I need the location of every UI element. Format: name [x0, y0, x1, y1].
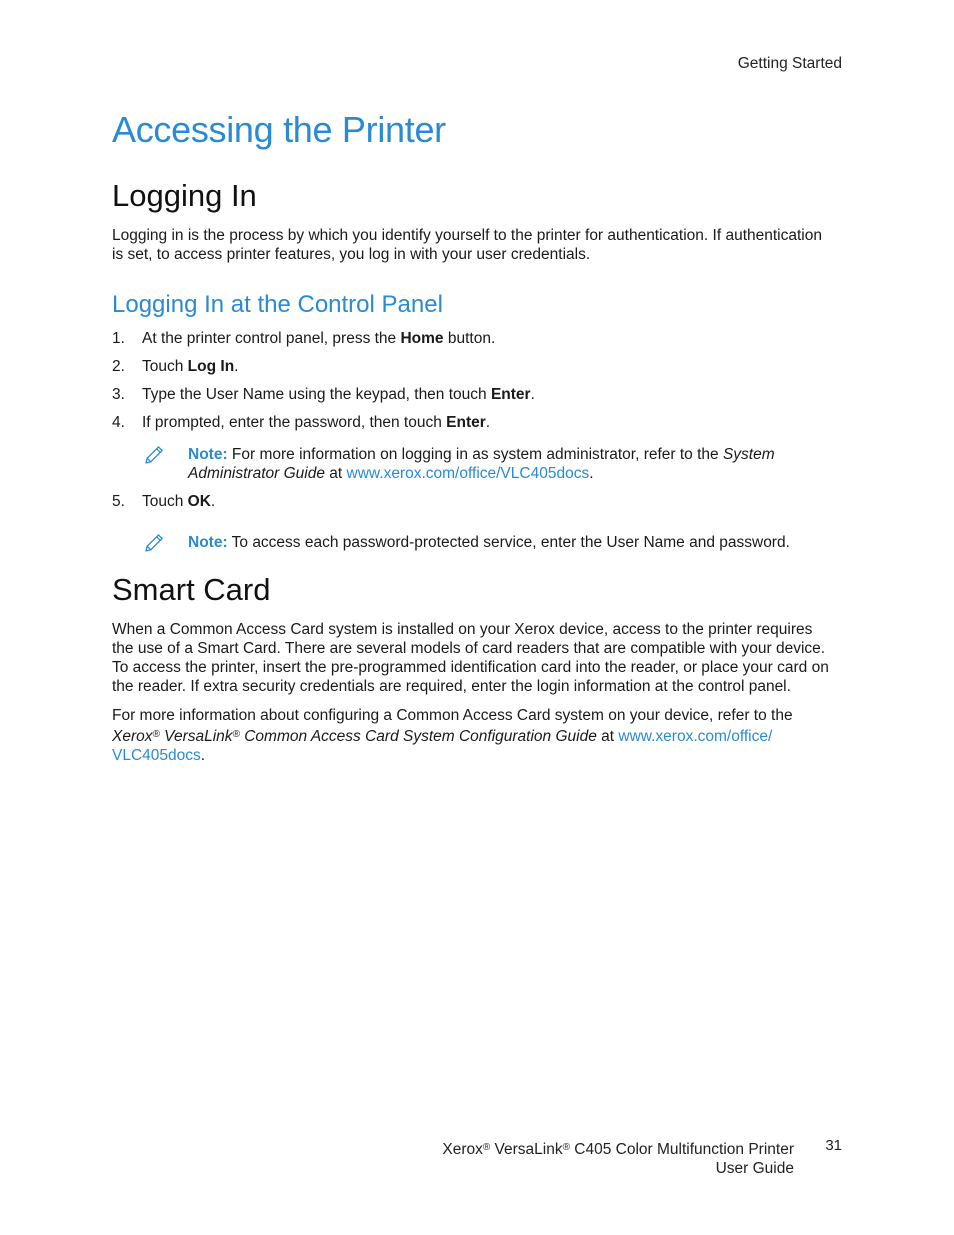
step-bold-term: Home	[400, 330, 444, 347]
note-guide-title: System Administrator Guide	[188, 446, 775, 482]
link-part: VLC405docs	[112, 747, 201, 764]
guide-title-part: Common Access Card System Configuration Guide	[239, 728, 597, 745]
login-steps-list	[112, 329, 832, 432]
step-text: .	[234, 358, 239, 375]
list-item	[112, 413, 832, 432]
step-bold-term: Enter	[490, 386, 531, 403]
registered-mark: ®	[152, 729, 160, 740]
footer-line-1	[442, 1138, 794, 1159]
step-number: 3.	[112, 386, 125, 403]
step-number: 5.	[112, 493, 125, 510]
step-text: Touch	[142, 358, 188, 375]
paragraph-text: at	[596, 728, 619, 745]
paragraph-text: For more information about configuring a Common Access Card system on your device, refer to the	[112, 707, 793, 724]
registered-mark: ®	[232, 729, 240, 740]
step-text: .	[485, 414, 491, 431]
page-content	[112, 106, 832, 765]
pencil-icon	[142, 443, 166, 467]
note-text: at	[324, 465, 347, 482]
docs-link[interactable]: www.xerox.com/office/VLC405docs	[346, 465, 590, 482]
note-password-service	[112, 533, 832, 552]
step-bold-term: OK	[187, 493, 211, 510]
page-number: 31	[825, 1137, 842, 1154]
step-text: If prompted, enter the password, then touch	[142, 414, 447, 431]
list-item	[112, 357, 832, 376]
note-text: To access each password-protected service, enter the User Name and password.	[227, 534, 790, 551]
step-number: 4.	[112, 414, 125, 431]
step-text: button.	[443, 330, 496, 347]
subsection-title-control-panel: Logging In at the Control Panel	[112, 291, 443, 318]
footer-line-2: User Guide	[715, 1160, 794, 1177]
section-title-smart-card: Smart Card	[112, 572, 271, 607]
note-text: .	[589, 465, 594, 482]
step-bold-term: Log In	[187, 358, 235, 375]
step-text: .	[530, 386, 535, 403]
note-admin-guide	[112, 445, 832, 483]
list-item	[112, 329, 832, 348]
step-bold-term: Enter	[446, 414, 486, 431]
guide-title-part: VersaLink	[159, 728, 233, 745]
registered-mark: ®	[482, 1142, 491, 1153]
list-item	[112, 492, 832, 511]
list-item	[112, 385, 832, 404]
note-label: Note:	[188, 534, 228, 551]
link-part: www.xerox.com/office/	[618, 728, 773, 745]
step-text: Type the User Name using the keypad, then touch	[142, 386, 491, 403]
footer-product-name	[442, 1138, 794, 1178]
paragraph-text: .	[200, 747, 206, 764]
login-steps-list-continued	[112, 492, 832, 511]
step-text: Touch	[142, 493, 188, 510]
footer-text: C405 Color Multifunction Printer	[570, 1141, 794, 1158]
guide-title-part: Xerox	[112, 728, 153, 745]
smart-card-paragraph-1: When a Common Access Card system is installed on your Xerox device, access to the printer requires the use of a Smart Card. There are several models of card readers that are compatible with your device. To access the printer, insert the pre-programmed identification card into the reader, or place your card on the reader. If extra security credentials are required, enter the login information at the control panel.	[112, 621, 829, 695]
step-text: .	[210, 493, 216, 510]
running-header: Getting Started	[737, 55, 842, 72]
step-number: 1.	[112, 330, 125, 347]
guide-title	[112, 728, 597, 745]
note-label: Note:	[188, 446, 228, 463]
step-number: 2.	[112, 358, 125, 375]
registered-mark: ®	[562, 1142, 570, 1153]
smart-card-paragraph-2	[112, 706, 832, 765]
pencil-icon	[142, 531, 166, 555]
section-title-logging-in: Logging In	[112, 178, 257, 213]
chapter-title: Accessing the Printer	[112, 109, 446, 150]
note-text: For more information on logging in as system administrator, refer to the	[227, 446, 723, 463]
footer-text: Xerox	[442, 1141, 483, 1158]
logging-in-intro: Logging in is the process by which you identify yourself to the printer for authentication. If authentication is set, to access printer features, you log in with your user credentials.	[112, 227, 822, 263]
step-text: At the printer control panel, press the	[142, 330, 401, 347]
footer-text: VersaLink	[490, 1141, 563, 1158]
